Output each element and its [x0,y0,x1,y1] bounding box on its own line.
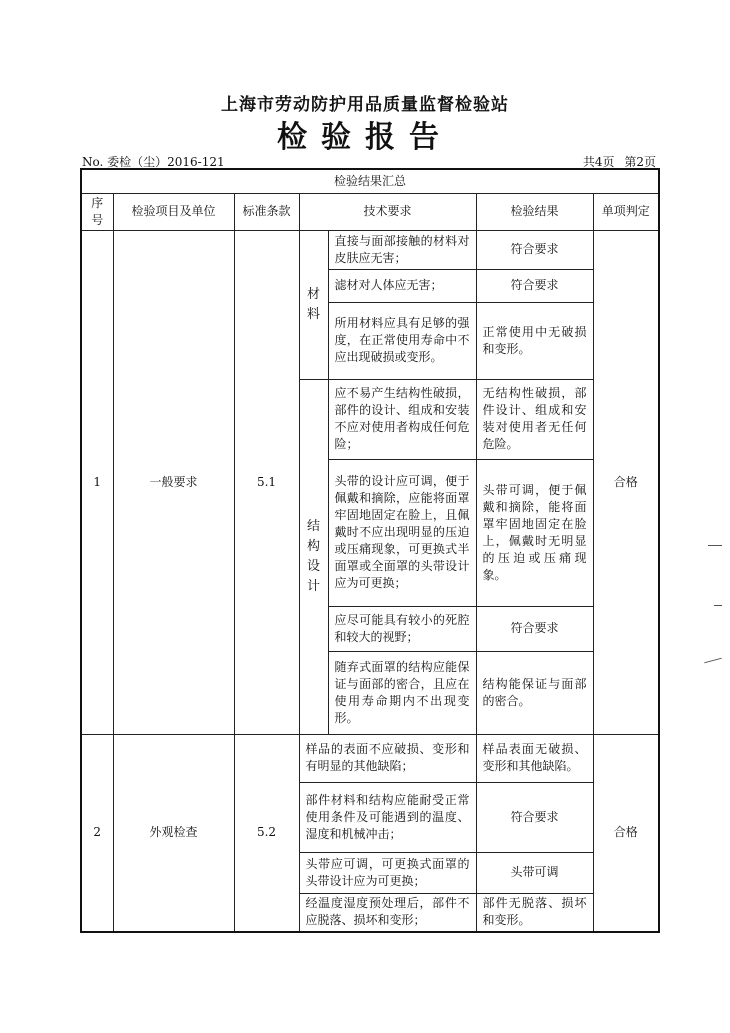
col-header-clause: 标准条款 [234,193,299,230]
row-no: 2 [81,734,113,932]
requirement-cell: 部件材料和结构应能耐受正常使用条件及可能遇到的温度、湿度和机械冲击； [299,782,476,852]
requirement-cell: 滤材对人体应无害； [328,269,476,302]
scan-margin-mark [708,545,722,546]
requirement-cell: 应不易产生结构性破损，部件的设计、组成和安装不应对使用者构成任何危险； [328,379,476,459]
requirement-cell: 样品的表面不应破损、变形和有明显的其他缺陷； [299,734,476,782]
result-cell: 符合要求 [476,782,593,852]
report-title: 检验报告 [277,120,453,155]
requirement-cell: 随弃式面罩的结构应能保证与面部的密合，且应在使用寿命期内不出现变形。 [328,651,476,734]
result-cell: 结构能保证与面部的密合。 [476,651,593,734]
requirement-cell: 头带应可调，可更换式面罩的头带设计应为可更换； [299,852,476,893]
row-verdict: 合格 [593,230,659,734]
table-caption: 检验结果汇总 [81,169,659,193]
scan-margin-mark [704,658,722,664]
requirement-cell: 直接与面部接触的材料对皮肤应无害； [328,230,476,269]
table-row [81,230,659,269]
results-summary-table [80,168,660,933]
col-header-no: 序号 [81,193,113,230]
col-header-item: 检验项目及单位 [113,193,234,230]
result-cell: 正常使用中无破损和变形。 [476,302,593,379]
scan-margin-mark [714,605,722,606]
row-no: 1 [81,230,113,734]
col-header-result: 检验结果 [476,193,593,230]
result-cell: 无结构性破损，部件设计、组成和安装对使用者无任何危险。 [476,379,593,459]
table-row [81,734,659,782]
result-cell: 部件无脱落、损坏和变形。 [476,893,593,932]
requirement-cell: 头带的设计应可调，便于佩戴和摘除，应能将面罩牢固地固定在脸上，且佩戴时不应出现明显的压迫或压痛现象，可更换式半面罩或全面罩的头带设计应为可更换； [328,459,476,606]
group-label-structure: 结构设计 [299,379,328,734]
col-header-requirement: 技术要求 [299,193,476,230]
requirement-cell: 经温度湿度预处理后，部件不应脱落、损坏和变形； [299,893,476,932]
row-clause: 5.2 [234,734,299,932]
row-clause: 5.1 [234,230,299,734]
result-cell: 头带可调 [476,852,593,893]
report-number: No. 委检（尘）2016-121 [82,155,225,169]
row-verdict: 合格 [593,734,659,932]
organization-name: 上海市劳动防护用品质量监督检验站 [221,95,509,115]
result-cell: 符合要求 [476,230,593,269]
row-item: 一般要求 [113,230,234,734]
row-item: 外观检查 [113,734,234,932]
table-header-row [81,193,659,230]
group-label-material: 材料 [299,230,328,379]
result-cell: 样品表面无破损、变形和其他缺陷。 [476,734,593,782]
page-indicator: 共4页 第2页 [582,155,656,169]
result-cell: 符合要求 [476,606,593,651]
col-header-verdict: 单项判定 [593,193,659,230]
requirement-cell: 所用材料应具有足够的强度，在正常使用寿命中不应出现破损或变形。 [328,302,476,379]
requirement-cell: 应尽可能具有较小的死腔和较大的视野； [328,606,476,651]
result-cell: 符合要求 [476,269,593,302]
result-cell: 头带可调，便于佩戴和摘除，能将面罩牢固地固定在脸上，佩戴时无明显的压迫或压痛现象。 [476,459,593,606]
